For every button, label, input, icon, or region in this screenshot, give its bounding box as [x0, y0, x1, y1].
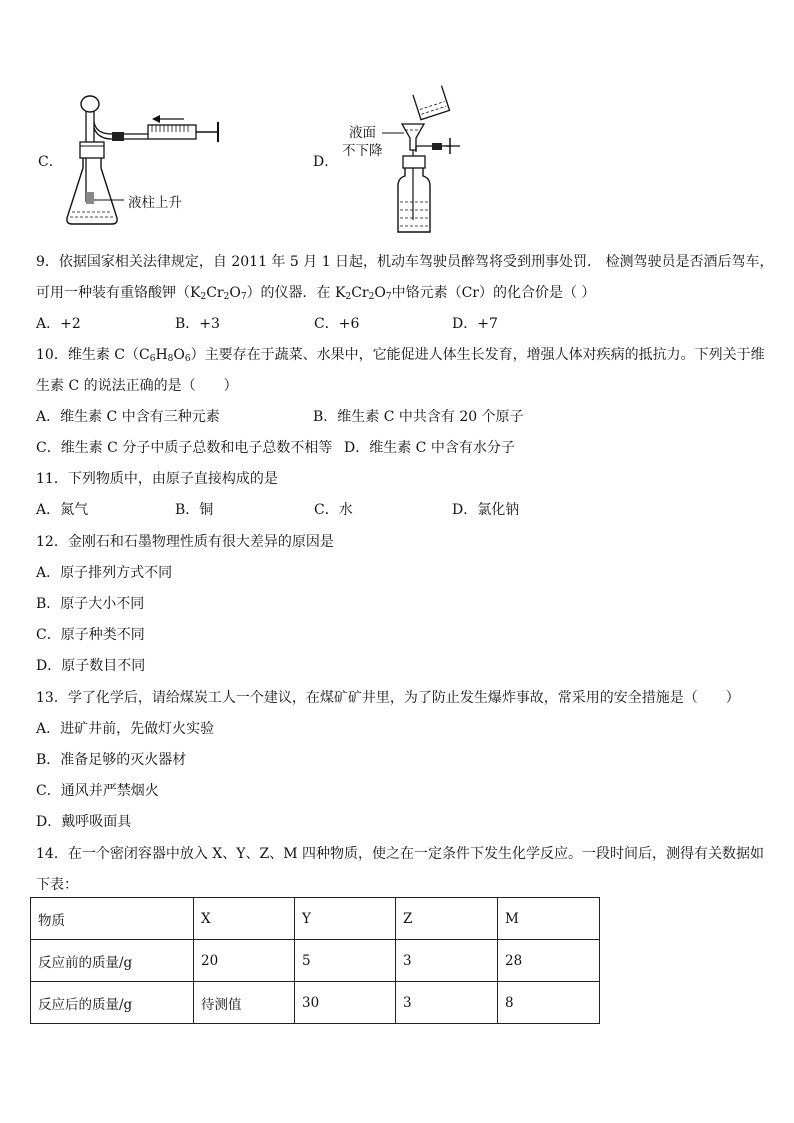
- question-9-line1: 9．依据国家相关法律规定，自 2011 年 5 月 1 日起，机动车驾驶员醉驾将受到刑事处罚． 检测驾驶员是否酒后驾车，: [36, 254, 774, 270]
- apparatus-d-figure: [380, 80, 490, 240]
- table-row: [31, 982, 600, 1024]
- q9-option-d[interactable]: D．+7: [452, 316, 498, 332]
- q12-option-c[interactable]: C．原子种类不同: [36, 627, 145, 643]
- q10-option-d[interactable]: D．维生素 C 中含有水分子: [344, 440, 515, 456]
- q13-option-b[interactable]: B．准备足够的灭火器材: [36, 752, 187, 768]
- question-14-line2: 下表：: [36, 877, 78, 893]
- table-cell: 28: [498, 940, 600, 982]
- table-header-cell: X: [194, 898, 295, 940]
- q13-option-c[interactable]: C．通风并严禁烟火: [36, 783, 159, 799]
- apparatus-c-figure: [60, 92, 240, 232]
- q12-option-b[interactable]: B．原子大小不同: [36, 596, 145, 612]
- question-11-stem: 11．下列物质中，由原子直接构成的是: [36, 471, 278, 487]
- question-10-line2: 生素 C 的说法正确的是（ ）: [36, 378, 238, 394]
- table-cell: 反应后的质量/g: [31, 982, 194, 1024]
- option-d-label: D．: [313, 154, 339, 170]
- question-12-stem: 12．金刚石和石墨物理性质有很大差异的原因是: [36, 534, 334, 550]
- liquid-level-label-2: 不下降: [342, 143, 383, 159]
- table-header-row: [31, 898, 600, 940]
- table-header-cell: 物质: [31, 898, 194, 940]
- q12-option-a[interactable]: A．原子排列方式不同: [36, 565, 173, 581]
- table-cell: 30: [295, 982, 396, 1024]
- table-cell: 3: [396, 940, 498, 982]
- question-14-line1: 14．在一个密闭容器中放入 X、Y、Z、M 四种物质，使之在一定条件下发生化学反应。一段时间后，测得有关数据如: [36, 846, 764, 862]
- table-header-cell: Y: [295, 898, 396, 940]
- q11-option-a[interactable]: A．氮气: [36, 502, 89, 518]
- q9-option-b[interactable]: B．+3: [175, 316, 220, 332]
- table-cell: 3: [396, 982, 498, 1024]
- option-c-label: C．: [38, 154, 63, 170]
- table-header-cell: Z: [396, 898, 498, 940]
- question-10-line1: 10．维生素 $C(C_6H_8O_6)$主要存在于蔬菜、水果中，它能促进人体生长发育，增强人体对疾病的抵抗力。下列关于维: [36, 347, 765, 364]
- q11-option-d[interactable]: D．氯化钠: [452, 502, 520, 518]
- q10-option-a[interactable]: A．维生素 C 中含有三种元素: [36, 409, 220, 425]
- question-9-line2: 可用一种装有重铬酸钾$(K_2Cr_2O_7)$的仪器．在 $K_2Cr_2O_7$中铬元素（Cr）的化合价是（ ）: [36, 285, 596, 302]
- table-cell: 反应前的质量/g: [31, 940, 194, 982]
- table-row: [31, 940, 600, 982]
- q10-option-c[interactable]: C．维生素 C 分子中质子总数和电子总数不相等: [36, 440, 333, 456]
- table-cell: 20: [194, 940, 295, 982]
- table-cell: 5: [295, 940, 396, 982]
- liquid-level-label-1: 液面: [349, 125, 376, 141]
- table-header-cell: M: [498, 898, 600, 940]
- table-cell: 待测值: [194, 982, 295, 1024]
- liquid-column-rises-label: 液柱上升: [128, 195, 182, 211]
- q11-option-b[interactable]: B．铜: [175, 502, 214, 518]
- q13-option-a[interactable]: A．进矿井前，先做灯火实验: [36, 721, 215, 737]
- q11-option-c[interactable]: C．水: [314, 502, 353, 518]
- q12-option-d[interactable]: D．原子数目不同: [36, 658, 146, 674]
- q13-option-d[interactable]: D．戴呼吸面具: [36, 814, 132, 830]
- q10-option-b[interactable]: B．维生素 C 中共含有 20 个原子: [313, 409, 524, 425]
- q9-option-a[interactable]: A．+2: [36, 316, 81, 332]
- question-13-stem: 13．学了化学后，请给煤炭工人一个建议，在煤矿矿井里，为了防止发生爆炸事故，常采用的安全措施是（ ）: [36, 690, 740, 706]
- mass-data-table: [30, 897, 600, 1024]
- q9-option-c[interactable]: C．+6: [314, 316, 360, 332]
- table-cell: 8: [498, 982, 600, 1024]
